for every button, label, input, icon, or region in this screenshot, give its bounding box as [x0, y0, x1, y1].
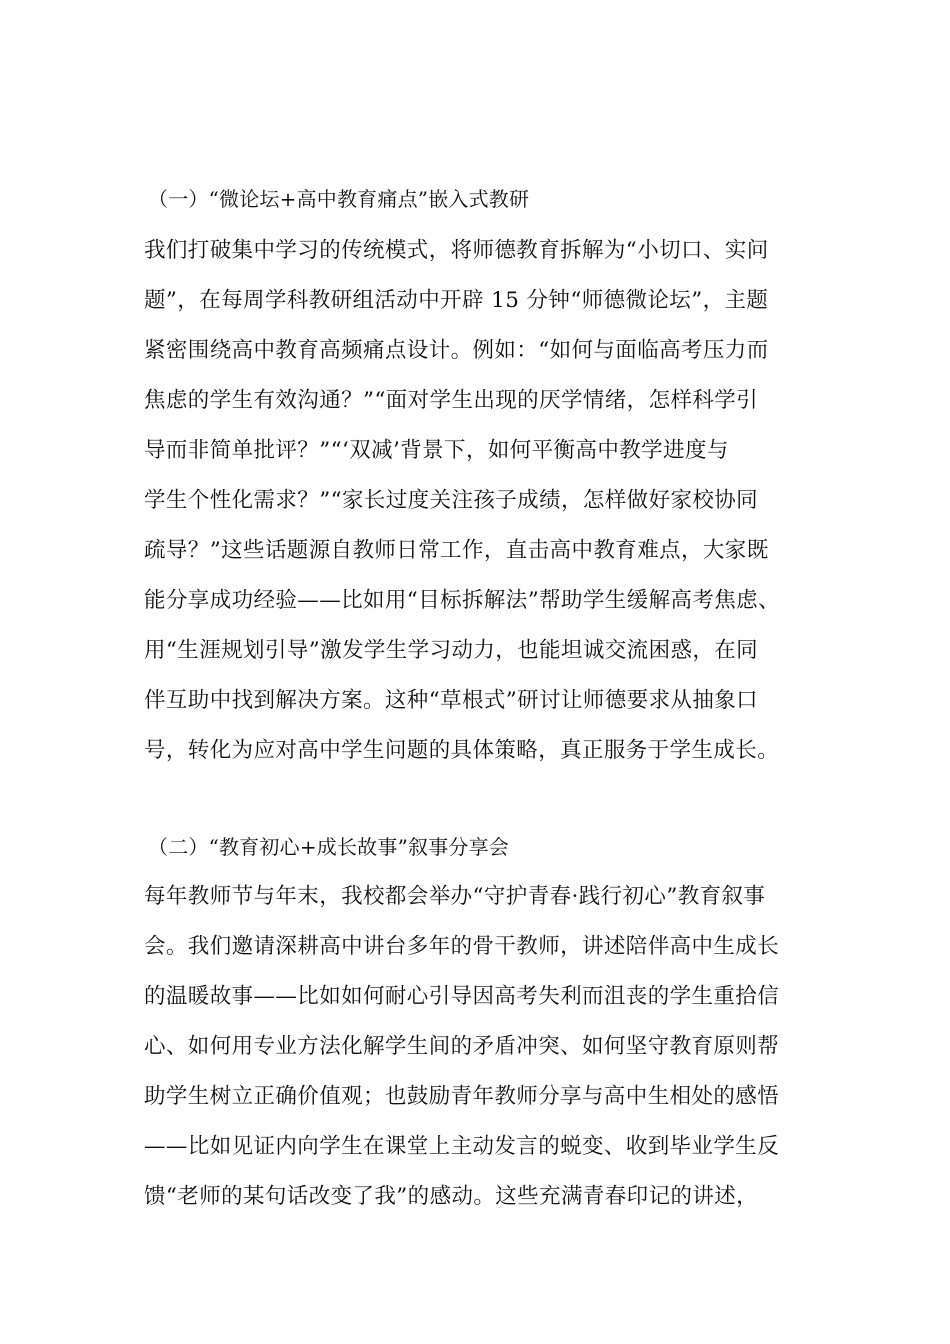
paragraph-line: 疏导？”这些话题源自教师日常工作，直击高中教育难点，大家既: [144, 538, 769, 563]
paragraph-line: 导而非简单批评？”“‘双减’背景下，如何平衡高中教学进度与: [144, 438, 729, 463]
paragraph-line: 我们打破集中学习的传统模式，将师德教育拆解为“小切口、实问: [144, 238, 769, 263]
paragraph-line: 学生个性化需求？”“家长过度关注孩子成绩，怎样做好家校协同: [144, 488, 759, 513]
paragraph-line: 助学生树立正确价值观；也鼓励青年教师分享与高中生相处的感悟: [144, 1084, 780, 1109]
paragraph-line: 会。我们邀请深耕高中讲台多年的骨干教师，讲述陪伴高中生成长: [144, 934, 780, 959]
paragraph-line: 号，转化为应对高中学生问题的具体策略，真正服务于学生成长。: [144, 738, 780, 763]
paragraph-line: 的温暖故事——比如如何耐心引导因高考失利而沮丧的学生重拾信: [144, 984, 780, 1009]
paragraph-line: 焦虑的学生有效沟通？”“面对学生出现的厌学情绪，怎样科学引: [144, 388, 759, 413]
paragraph-line: 每年教师节与年末，我校都会举办“守护青春·践行初心”教育叙事: [144, 884, 766, 909]
paragraph-line: 馈“老师的某句话改变了我”的感动。这些充满青春印记的讲述，: [144, 1184, 759, 1209]
paragraph-line: ——比如见证内向学生在课堂上主动发言的蜕变、收到毕业学生反: [144, 1134, 780, 1159]
paragraph-line: 能分享成功经验——比如用“目标拆解法”帮助学生缓解高考焦虑、: [144, 588, 780, 613]
section-1-heading: （一）“微论坛+高中教育痛点”嵌入式教研: [148, 187, 530, 211]
section-2-heading: （二）“教育初心+成长故事”叙事分享会: [148, 835, 510, 859]
paragraph-line: 用“生涯规划引导”激发学生学习动力，也能坦诚交流困惑，在同: [144, 638, 759, 663]
paragraph-line: 心、如何用专业方法化解学生间的矛盾冲突、如何坚守教育原则帮: [144, 1034, 780, 1059]
paragraph-line: 伴互助中找到解决方案。这种“草根式”研讨让师德要求从抽象口: [144, 688, 759, 713]
paragraph-line: 题”，在每周学科教研组活动中开辟 15 分钟“师德微论坛”，主题: [144, 288, 769, 313]
paragraph-line: 紧密围绕高中教育高频痛点设计。例如：“如何与面临高考压力而: [144, 338, 769, 363]
